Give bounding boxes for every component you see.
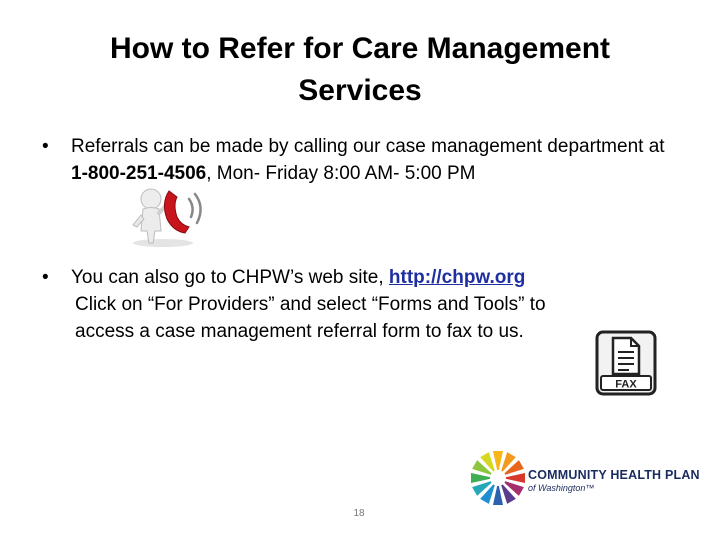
- bullet-line-2: Click on “For Providers” and select “Forms and Tools” to: [75, 294, 546, 315]
- bullet-marker: •: [42, 136, 49, 157]
- bullet-line-3: access a case management referral form to fax to us.: [75, 321, 524, 342]
- bullet-website-referral: [42, 264, 682, 345]
- bullet-marker: •: [42, 267, 49, 288]
- chpw-website-link[interactable]: http://chpw.org: [388, 267, 526, 288]
- logo-subtitle: of Washington™: [528, 483, 595, 493]
- chpw-logo: [470, 448, 716, 508]
- bullet-text-a: You can also go to CHPW’s web site,: [71, 267, 389, 288]
- page-number: 18: [353, 508, 365, 519]
- fax-label: FAX: [615, 378, 637, 391]
- slide-title: [60, 28, 660, 112]
- bullet-text-b: , Mon- Friday 8:00 AM- 5:00 PM: [206, 163, 476, 184]
- phone-person-icon: [125, 185, 207, 247]
- fax-icon: [595, 330, 657, 396]
- logo-name: COMMUNITY HEALTH PLAN: [528, 468, 700, 482]
- bullet-phone-referral: [42, 133, 682, 187]
- phone-number: 1-800-251-4506: [71, 163, 207, 184]
- bullet-text: [71, 264, 682, 291]
- bullet-text-a: Referrals can be made by calling our case management department at: [71, 136, 665, 157]
- title-line-1: How to Refer for Care Management: [109, 32, 611, 65]
- sunburst-logo-icon: [470, 448, 526, 508]
- title-line-2: Services: [298, 74, 422, 107]
- bullet-text: [71, 133, 682, 187]
